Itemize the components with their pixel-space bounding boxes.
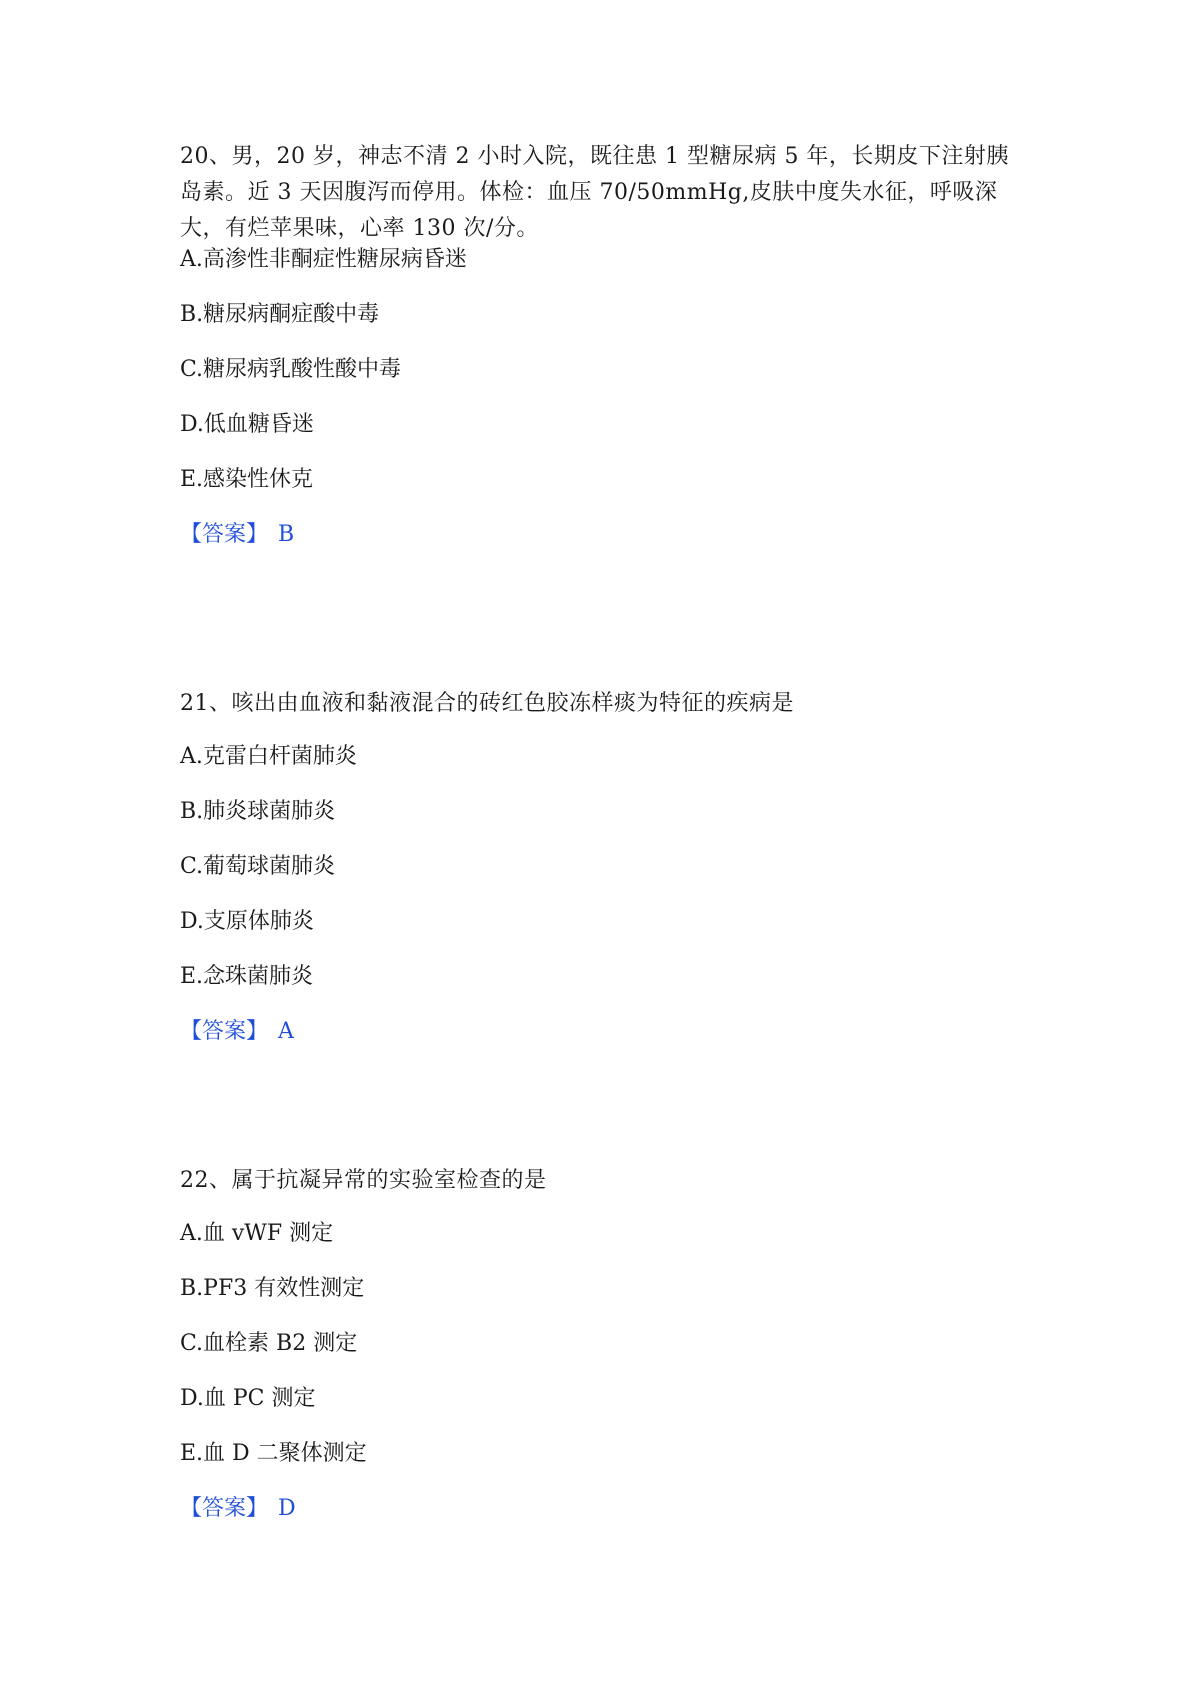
- question-stem: 22、属于抗凝异常的实验室检查的是: [180, 1168, 547, 1193]
- option-c: C.血栓素 B2 测定: [180, 1331, 358, 1356]
- option-c: C.葡萄球菌肺炎: [180, 854, 336, 879]
- option-b: B.糖尿病酮症酸中毒: [180, 302, 380, 327]
- question-stem: 21、咳出由血液和黏液混合的砖红色胶冻样痰为特征的疾病是: [180, 691, 794, 716]
- question-21: [180, 686, 1020, 1044]
- option-a: A.克雷白杆菌肺炎: [180, 744, 357, 769]
- question-22: [180, 1163, 1020, 1521]
- option-d: D.支原体肺炎: [180, 909, 314, 934]
- answer-label: 【答案】: [180, 1019, 269, 1044]
- option-b: B.PF3 有效性测定: [180, 1276, 365, 1301]
- option-d: D.血 PC 测定: [180, 1386, 316, 1411]
- option-e: E.念珠菌肺炎: [180, 964, 314, 989]
- option-a: A.血 vWF 测定: [180, 1221, 334, 1246]
- question-20: [180, 139, 1020, 547]
- answer-label: 【答案】: [180, 522, 269, 547]
- answer-line: [180, 520, 294, 550]
- option-b: B.肺炎球菌肺炎: [180, 799, 336, 824]
- option-d: D.低血糖昏迷: [180, 412, 314, 437]
- answer-value: D: [278, 1496, 296, 1521]
- answer-value: B: [278, 522, 295, 547]
- option-e: E.血 D 二聚体测定: [180, 1441, 367, 1466]
- option-c: C.糖尿病乳酸性酸中毒: [180, 357, 402, 382]
- answer-value: A: [278, 1019, 294, 1044]
- question-stem: 20、男，20 岁，神志不清 2 小时入院，既往患 1 型糖尿病 5 年，长期皮下注射胰岛素。近 3 天因腹泻而停用。体检：血压 70/50mmHg,皮肤中度失水征，呼吸深大，有烂苹果味，心率 130 次/分。: [180, 144, 1009, 241]
- option-e: E.感染性休克: [180, 467, 314, 492]
- answer-label: 【答案】: [180, 1496, 269, 1521]
- answer-line: [180, 1017, 294, 1047]
- answer-line: [180, 1494, 296, 1524]
- option-a: A.高渗性非酮症性糖尿病昏迷: [180, 247, 467, 272]
